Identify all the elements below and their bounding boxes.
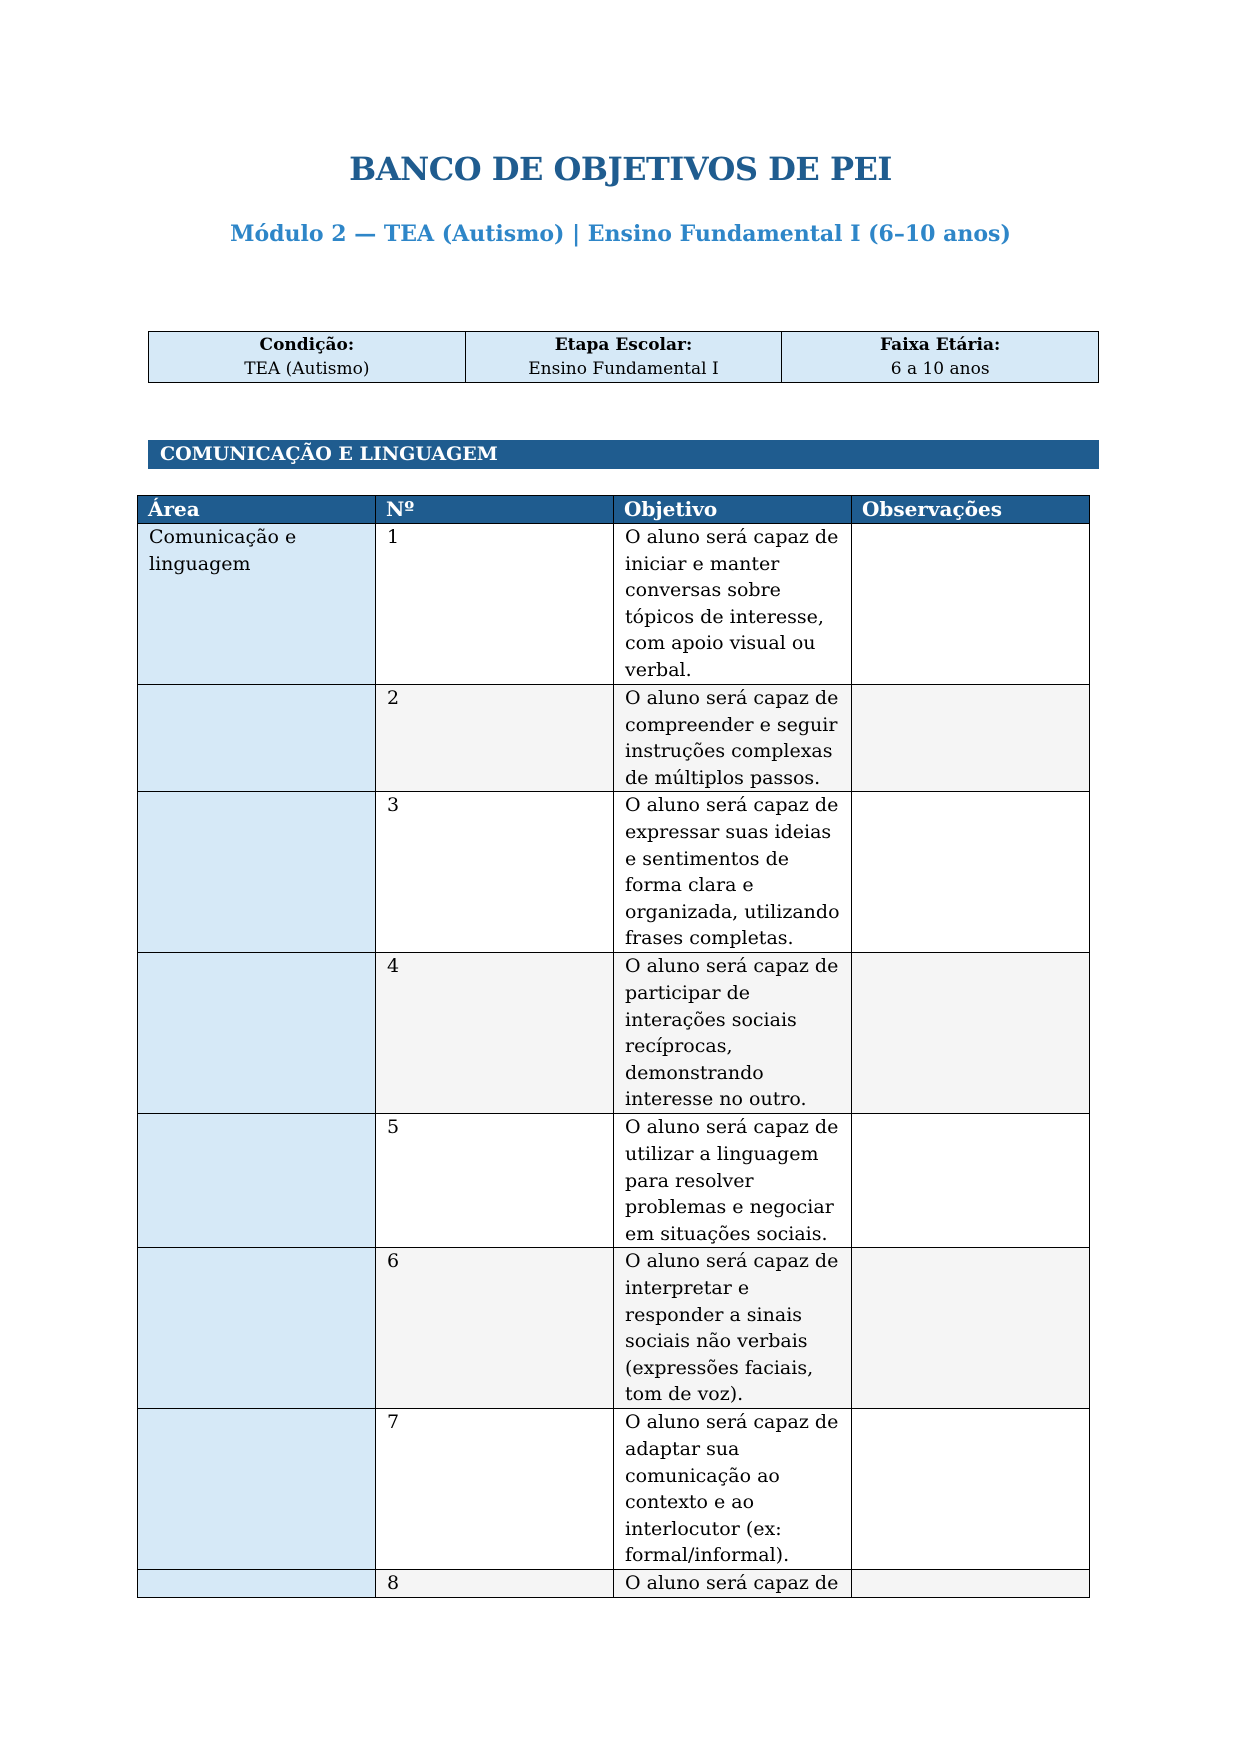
objective-cell: O aluno será capaz de adaptar sua comunicação ao contexto e ao interlocutor (ex: formal/informal).	[614, 1409, 852, 1570]
table-row	[138, 524, 1090, 685]
area-cell	[138, 685, 376, 792]
area-cell	[138, 953, 376, 1114]
observations-cell	[852, 953, 1090, 1114]
info-label: Faixa Etária:	[880, 335, 1001, 355]
section-heading: COMUNICAÇÃO E LINGUAGEM	[148, 440, 1099, 469]
info-cell-condicao	[149, 332, 466, 383]
table-row	[138, 1409, 1090, 1570]
observations-cell	[852, 1409, 1090, 1570]
number-cell: 1	[376, 524, 614, 685]
objectives-table	[137, 495, 1090, 1598]
column-header-objective: Objetivo	[614, 496, 852, 524]
info-cell-faixa	[782, 332, 1099, 383]
number-cell: 3	[376, 792, 614, 953]
number-cell: 4	[376, 953, 614, 1114]
table-header-row	[138, 496, 1090, 524]
observations-cell	[852, 792, 1090, 953]
objective-cell: O aluno será capaz de participar de interações sociais recíprocas, demonstrando interesse no outro.	[614, 953, 852, 1114]
table-row	[138, 1570, 1090, 1598]
area-cell	[138, 792, 376, 953]
objective-cell: O aluno será capaz de compreender e seguir instruções complexas de múltiplos passos.	[614, 685, 852, 792]
info-cell-etapa	[465, 332, 782, 383]
observations-cell	[852, 685, 1090, 792]
number-cell: 2	[376, 685, 614, 792]
table-row	[138, 685, 1090, 792]
area-cell	[138, 1409, 376, 1570]
observations-cell	[852, 1570, 1090, 1598]
objective-cell: O aluno será capaz de interpretar e responder a sinais sociais não verbais (expressões faciais, tom de voz).	[614, 1248, 852, 1409]
number-cell: 6	[376, 1248, 614, 1409]
observations-cell	[852, 1248, 1090, 1409]
table-row	[138, 953, 1090, 1114]
observations-cell	[852, 1114, 1090, 1248]
info-table	[148, 331, 1099, 383]
page-subtitle: Módulo 2 — TEA (Autismo) | Ensino Fundamental I (6–10 anos)	[230, 221, 1011, 247]
table-row	[138, 792, 1090, 953]
column-header-number: Nº	[376, 496, 614, 524]
objective-cell: O aluno será capaz de	[614, 1570, 852, 1598]
info-value: Ensino Fundamental I	[528, 359, 719, 379]
page-title: BANCO DE OBJETIVOS DE PEI	[349, 150, 892, 188]
objective-cell: O aluno será capaz de iniciar e manter conversas sobre tópicos de interesse, com apoio visual ou verbal.	[614, 524, 852, 685]
area-cell	[138, 1248, 376, 1409]
number-cell: 8	[376, 1570, 614, 1598]
area-cell	[138, 1114, 376, 1248]
area-cell	[138, 1570, 376, 1598]
info-value: 6 a 10 anos	[890, 359, 990, 379]
info-label: Etapa Escolar:	[554, 335, 693, 355]
objective-cell: O aluno será capaz de utilizar a linguagem para resolver problemas e negociar em situações sociais.	[614, 1114, 852, 1248]
number-cell: 5	[376, 1114, 614, 1248]
info-label: Condição:	[259, 335, 355, 355]
table-row	[138, 1114, 1090, 1248]
number-cell: 7	[376, 1409, 614, 1570]
column-header-observations: Observações	[852, 496, 1090, 524]
area-cell: Comunicação e linguagem	[138, 524, 376, 685]
column-header-area: Área	[138, 496, 376, 524]
objective-cell: O aluno será capaz de expressar suas ideias e sentimentos de forma clara e organizada, utilizando frases completas.	[614, 792, 852, 953]
observations-cell	[852, 524, 1090, 685]
info-value: TEA (Autismo)	[244, 359, 370, 379]
table-row	[138, 1248, 1090, 1409]
